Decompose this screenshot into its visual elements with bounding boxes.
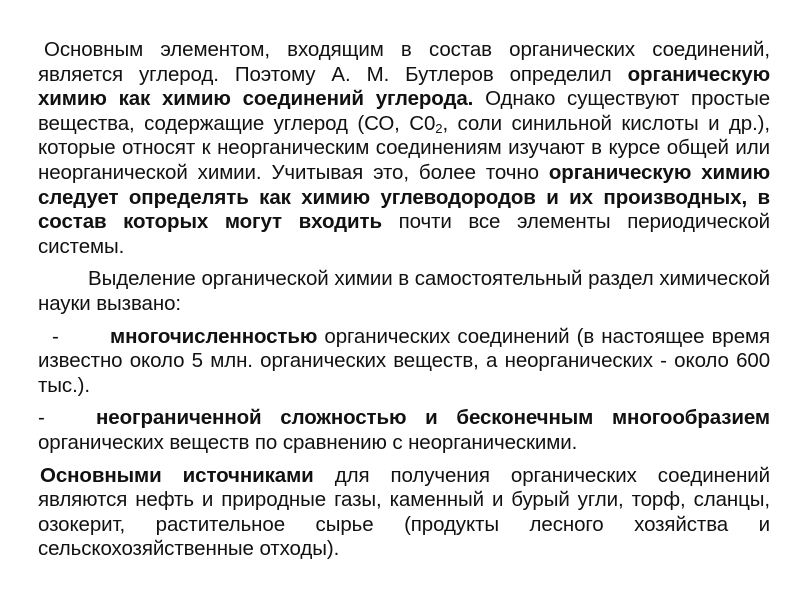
paragraph-sources [38,464,770,562]
bullet-dash: - [52,324,59,348]
text-span: почти все элементы периодической системы. [38,210,770,258]
text-span: органических соединений (в настоящее время известно около 5 млн. органических веществ, а неорганических - около 600 тыс.). [38,324,770,397]
bullet-dash: - [38,406,45,430]
bold-definition-precise: органическую химию следует определять как химию углеводородов и их производных, в состав которых могут входить [38,160,770,234]
text-span: Основным элементом, входящим в состав органических соединений, является углерод. Поэтому А. М. Бутлеров определил [38,38,770,86]
bullet-multiplicity [38,325,770,399]
bold-definition-butlerov: органическую химию как химию соединений углерода. [38,62,770,111]
bold-term: многочисленностью [110,324,318,348]
paragraph-separation-reasons [38,267,770,316]
text-span: для получения органических соединений являются нефть и природные газы, каменный и бурый угли, торф, сланцы, озокерит, растительное сырье (продукты лесного хозяйства и сельскохозяйственные отходы). [38,463,770,561]
bold-term: Основными источниками [40,463,314,487]
text-span: , соли синильной кислоты и др.), которые относят к неорганическим соединениям изучают в курсе общей или неорганической химии. Учитывая это, более точно [38,111,771,184]
paragraph-carbon-definition [38,38,770,259]
bold-term: неограниченной сложностью и бесконечным многообразием [96,406,770,430]
bullet-complexity [38,406,770,455]
text-span: Однако существуют простые вещества, содержащие углерод (СО, С0 [38,87,771,135]
text-span: органических веществ по сравнению с неорганическими. [38,430,578,454]
subscript: 2 [435,120,443,136]
text-span: Выделение органической химии в самостоятельный раздел химической науки вызвано: [38,267,770,315]
